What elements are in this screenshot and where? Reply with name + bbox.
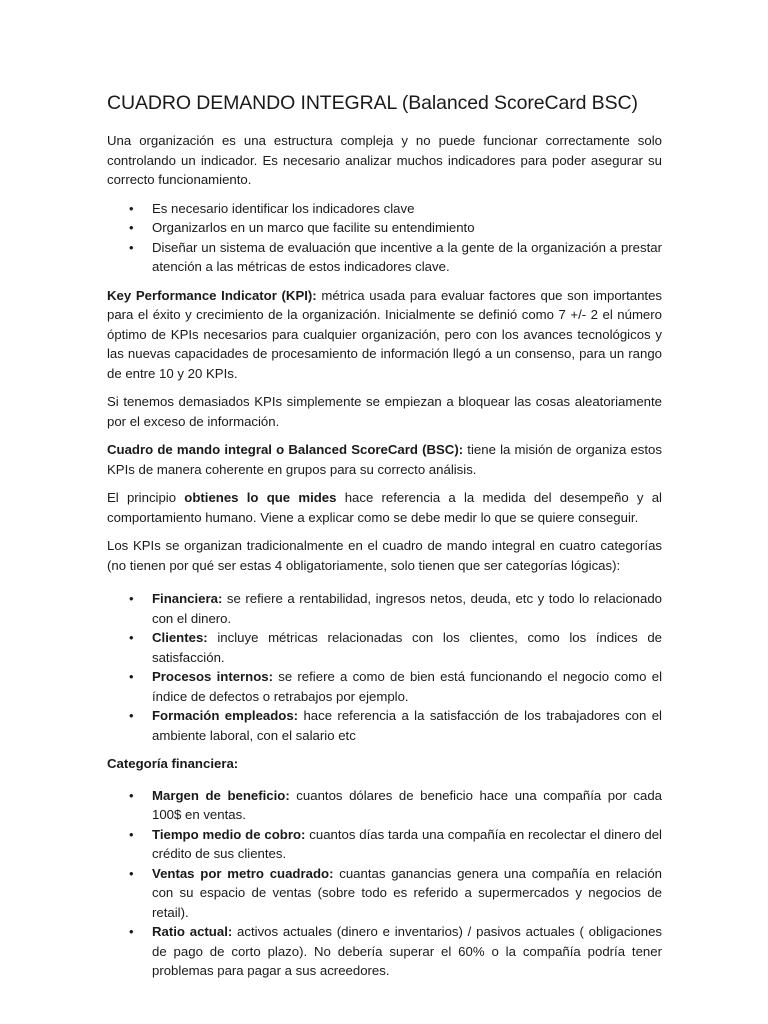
financial-section-title: Categoría financiera: [107,756,239,771]
bullet-icon: • [129,591,134,606]
bullet-icon: • [129,239,134,255]
key-steps-list [107,199,662,277]
bullet-icon: • [129,708,134,723]
list-item: • Organizarlos en un marco que facilite su entendimiento [152,218,662,238]
list-item: • Financiera: se refiere a rentabilidad, ingresos netos, deuda, etc y todo lo relacionado con el dinero. [129,591,662,626]
bullet-icon: • [129,669,134,684]
list-item: • Ratio actual: activos actuales (dinero e inventarios) / pasivos actuales ( obligaciones de pago de corto plazo). No debería superar el 60% o la compañía podría tener problemas para pagar a sus acreedores. [129,924,662,978]
bsc-definition: Cuadro de mando integral o Balanced ScoreCard (BSC): tiene la misión de organiza estos KPIs de manera coherente en grupos para su correcto análisis. [107,442,662,477]
categories-list [107,589,662,745]
bullet-icon: • [129,220,134,235]
principle-paragraph: El principio obtienes lo que mides hace referencia a la medida del desempeño y al comportamiento humano. Viene a explicar como se debe medir lo que se quiere conseguir. [107,490,662,525]
bullet-icon: • [129,200,134,216]
bsc-term: Cuadro de mando integral o Balanced ScoreCard (BSC): [107,442,464,457]
bullet-icon: • [129,630,134,645]
list-item: • Tiempo medio de cobro: cuantos días tarda una compañía en recolectar el dinero del crédito de sus clientes. [129,826,662,861]
list-item: • Diseñar un sistema de evaluación que incentive a la gente de la organización a prestar atención a las métricas de estos indicadores clave. [129,239,662,274]
kpi-term: Key Performance Indicator (KPI): [107,287,317,303]
page-title: CUADRO DEMANDO INTEGRAL (Balanced ScoreCard BSC) [107,92,638,114]
list-item: • Clientes: incluye métricas relacionadas con los clientes, como los índices de satisfacción. [129,630,662,665]
bullet-icon: • [129,826,134,842]
list-item: • Formación empleados: hace referencia a la satisfacción de los trabajadores con el ambiente laboral, con el salario etc [129,708,662,743]
list-item: • Ventas por metro cuadrado: cuantas ganancias genera una compañía en relación con su espacio de ventas (sobre todo es referido a supermercados y negocios de retail). [129,865,663,920]
bullet-icon: • [129,865,134,881]
principle-term: obtienes lo que mides [184,490,337,505]
list-item: • Procesos internos: se refiere a como de bien está funcionando el negocio como el índice de defectos o retrabajos por ejemplo. [129,669,662,704]
categories-intro: Los KPIs se organizan tradicionalmente en el cuadro de mando integral en cuatro categorías (no tienen por qué ser estas 4 obligatoriamente, solo tienen que ser categorías lógicas): [107,538,662,573]
financial-list [107,786,662,981]
bullet-icon: • [129,924,134,939]
list-item: • Es necesario identificar los indicadores clave [152,199,662,219]
intro-paragraph: Una organización es una estructura compleja y no puede funcionar correctamente solo controlando un indicador. Es necesario analizar muchos indicadores para poder asegurar su correcto funcionamiento. [107,133,662,187]
bullet-icon: • [129,787,134,803]
kpi-definition: Key Performance Indicator (KPI): métrica usada para evaluar factores que son importantes para el éxito y crecimiento de la organización. Inicialmente se definió como 7 +/- 2 el número óptimo de KPIs necesarios para cualquier organización, pero con los avances tecnológicos y las nuevas capacidades de procesamiento de información llegó a un consenso, para un rango de entre 10 y 20 KPIs. [107,287,663,381]
too-many-kpis-paragraph: Si tenemos demasiados KPIs simplemente se empiezan a bloquear las cosas aleatoriamente por el exceso de información. [107,394,662,429]
list-item: • Margen de beneficio: cuantos dólares de beneficio hace una compañía por cada 100$ en ventas. [129,787,662,822]
